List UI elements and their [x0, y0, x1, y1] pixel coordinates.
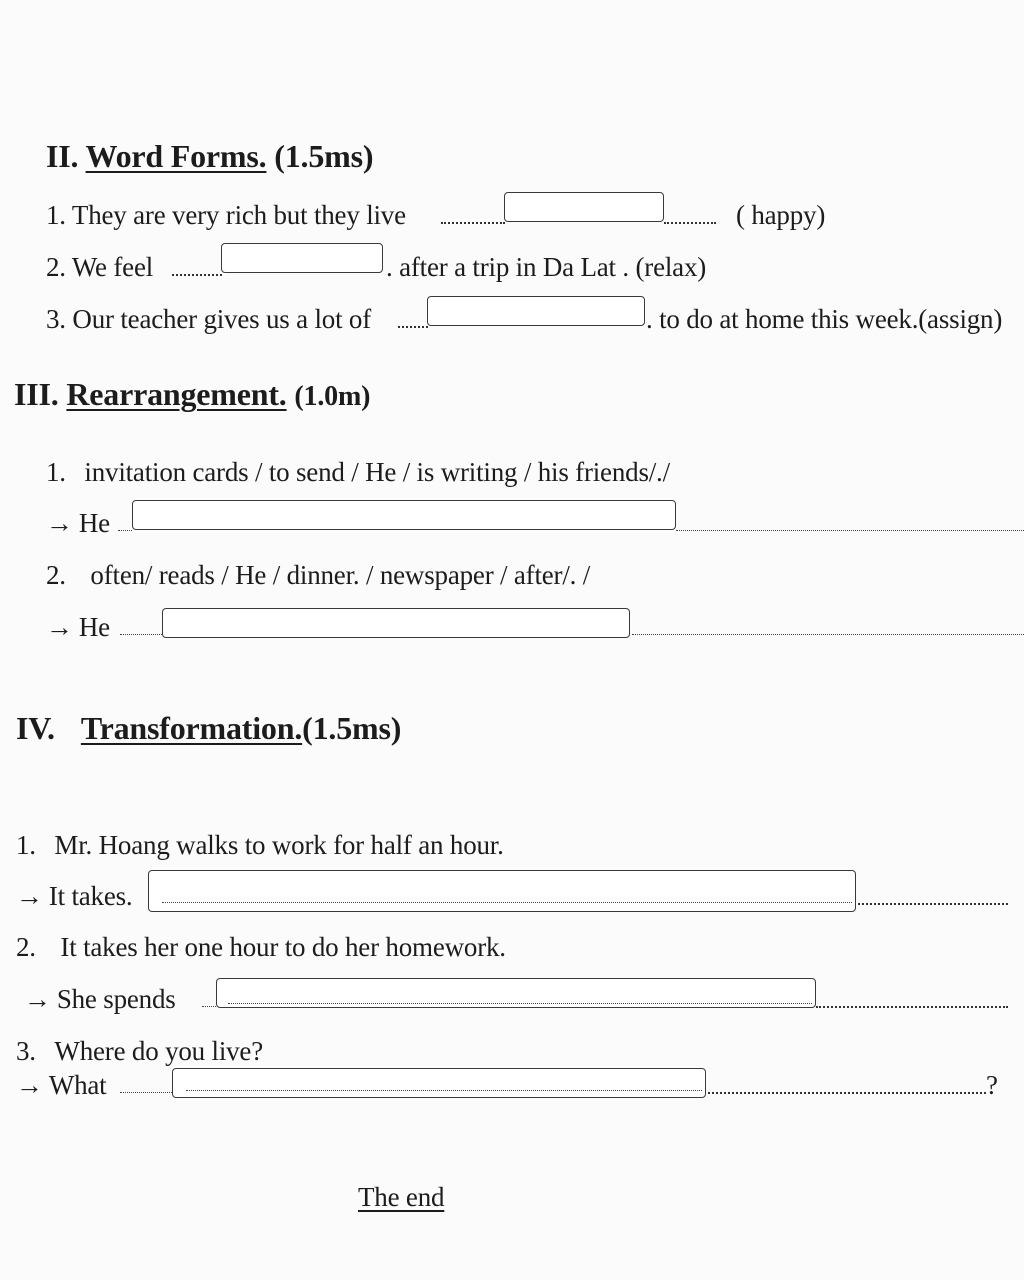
item-prompt: invitation cards / to send / He / is writing / his friends/./	[84, 457, 670, 487]
dotted-blank	[172, 274, 222, 276]
the-end-label	[358, 1180, 444, 1214]
section-2-heading	[46, 136, 373, 176]
answer-input-transform-3[interactable]	[173, 1069, 705, 1097]
transform-answer-line-1	[16, 879, 132, 913]
answer-input-word-form-3[interactable]	[428, 297, 644, 325]
item-number: 3.	[16, 1036, 36, 1066]
answer-input-rearrange-1[interactable]	[133, 501, 675, 529]
item-number: 3.	[46, 304, 66, 334]
word-form-hint-1: ( happy)	[736, 200, 826, 230]
word-form-hint-2: . after a trip in Da Lat . (relax)	[386, 252, 707, 282]
dotted-blank	[202, 1006, 218, 1007]
section-3-points: (1.0m)	[294, 381, 371, 412]
arrow-icon: →	[46, 508, 73, 538]
item-number: 2.	[16, 932, 36, 962]
arrow-icon: →	[46, 612, 73, 642]
arrow-icon: →	[24, 984, 51, 1014]
item-number: 1.	[46, 457, 66, 487]
answer-start: He	[78, 612, 110, 642]
item-number: 1.	[16, 830, 36, 860]
transform-answer-line-3	[16, 1068, 106, 1102]
arrow-icon: →	[16, 881, 43, 911]
section-2-numeral: II.	[46, 138, 79, 174]
dotted-blank	[162, 902, 852, 903]
section-4-points: (1.5ms)	[302, 710, 402, 746]
dotted-blank	[676, 530, 1024, 531]
item-prompt: Where do you live?	[54, 1036, 263, 1066]
section-4-title: Transformation.	[80, 710, 303, 746]
answer-box-rearrange-1[interactable]	[132, 500, 676, 530]
answer-box-word-form-2[interactable]	[221, 243, 383, 273]
dotted-blank	[816, 1006, 1008, 1008]
transform-item-3	[16, 1034, 263, 1068]
dotted-blank	[118, 530, 132, 531]
word-form-hint-3: . to do at home this week.(assign)	[646, 304, 1003, 334]
dotted-blank	[120, 1092, 174, 1093]
item-prompt: often/ reads / He / dinner. / newspaper / after/. /	[90, 560, 591, 590]
dotted-blank	[664, 222, 716, 224]
answer-start: She spends	[56, 984, 176, 1014]
rearrange-item-1	[46, 455, 670, 489]
item-number: 2.	[46, 252, 66, 282]
section-3-title: Rearrangement.	[66, 376, 287, 412]
item-text: Our teacher gives us a lot of	[72, 304, 372, 334]
rearrange-answer-line-1	[46, 506, 110, 540]
answer-start: He	[78, 508, 110, 538]
item-text: We feel	[71, 252, 154, 282]
section-2-points: (1.5ms)	[274, 138, 374, 174]
item-prompt: It takes her one hour to do her homework.	[60, 932, 506, 962]
answer-box-word-form-3[interactable]	[427, 296, 645, 326]
item-number: 2.	[46, 560, 66, 590]
answer-start: It takes.	[48, 881, 133, 911]
rearrange-item-2	[46, 558, 590, 592]
arrow-icon: →	[16, 1070, 43, 1100]
section-3-heading	[14, 374, 370, 417]
word-form-item-2	[46, 250, 153, 284]
section-4-numeral: IV.	[16, 710, 55, 746]
answer-box-rearrange-2[interactable]	[162, 608, 630, 638]
answer-box-transform-1[interactable]	[148, 870, 856, 912]
dotted-blank	[228, 1003, 812, 1004]
dotted-blank	[120, 634, 162, 635]
question-mark: ?	[986, 1070, 998, 1100]
answer-start: What	[48, 1070, 107, 1100]
section-3-numeral: III.	[14, 376, 59, 412]
item-number: 1.	[46, 200, 66, 230]
dotted-blank	[186, 1090, 702, 1091]
dotted-blank	[708, 1092, 986, 1094]
dotted-blank	[441, 222, 505, 224]
word-form-item-3	[46, 302, 371, 336]
word-form-item-1	[46, 198, 406, 232]
answer-input-word-form-1[interactable]	[505, 193, 663, 221]
transform-answer-line-2	[24, 982, 176, 1016]
transform-item-2	[16, 930, 506, 964]
item-prompt: Mr. Hoang walks to work for half an hour.	[54, 830, 504, 860]
item-text: They are very rich but they live	[71, 200, 406, 230]
answer-box-word-form-1[interactable]	[504, 192, 664, 222]
dotted-blank	[858, 903, 1008, 905]
dotted-blank	[398, 326, 428, 328]
answer-box-transform-3[interactable]	[172, 1068, 706, 1098]
end-text: The end	[358, 1182, 445, 1212]
section-4-heading	[16, 708, 401, 748]
answer-input-transform-1[interactable]	[149, 871, 855, 911]
answer-input-rearrange-2[interactable]	[163, 609, 629, 637]
dotted-blank	[632, 634, 1024, 635]
transform-item-1	[16, 828, 504, 862]
section-2-title: Word Forms.	[85, 138, 267, 174]
answer-input-word-form-2[interactable]	[222, 244, 382, 272]
rearrange-answer-line-2	[46, 610, 110, 644]
